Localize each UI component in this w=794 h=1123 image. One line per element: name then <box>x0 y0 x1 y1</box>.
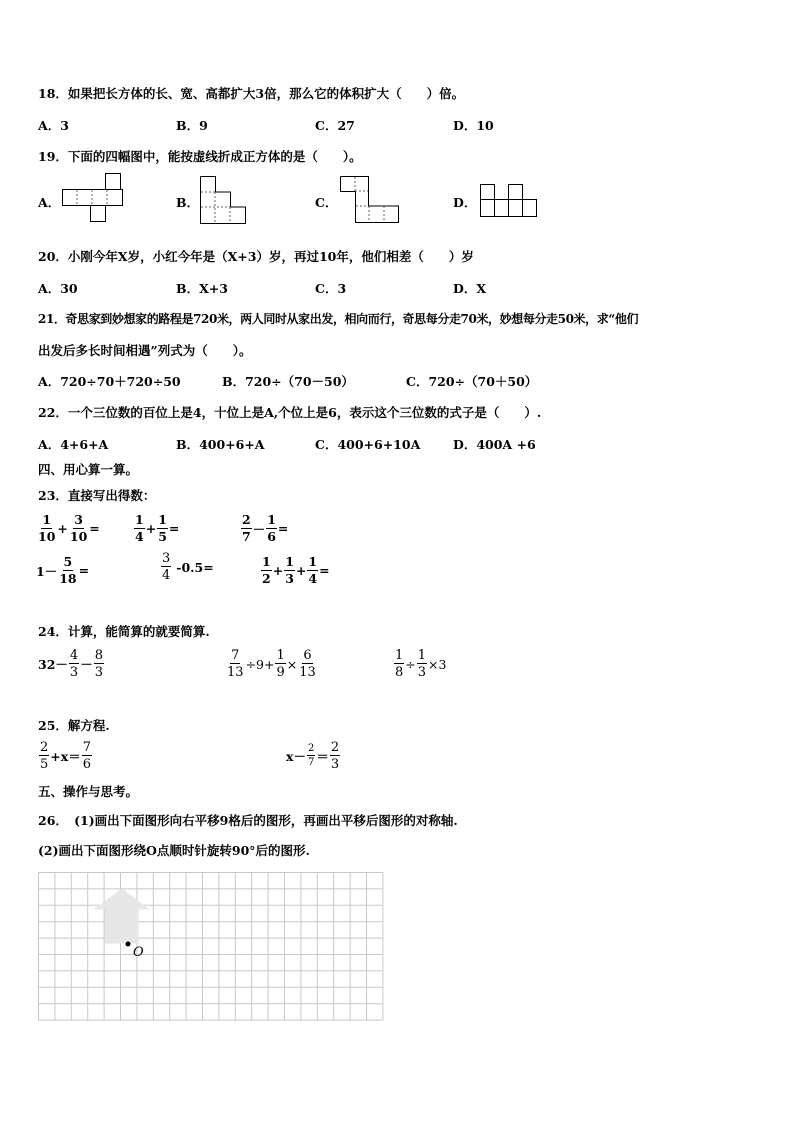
q18-option-b[interactable]: B．9 <box>176 118 208 133</box>
q26-part-2: (2)画出下面图形绕O点顺时针旋转90°后的图形. <box>38 843 310 858</box>
cube-net-c <box>340 176 400 226</box>
cube-net-d <box>480 183 538 219</box>
point-o-dot <box>126 942 131 947</box>
q23-expr-5: $\frac{3}{4}$ -0.5= <box>162 551 214 583</box>
q21-stem-line2: 出发后多长时间相遇”列式为（ ）。 <box>38 343 252 358</box>
q23-expr-3: $\frac{2}{7}$ － $\frac{1}{6}$ = <box>242 512 289 544</box>
section-5-heading: 五、操作与思考。 <box>38 784 139 799</box>
q20-option-b[interactable]: B．X+3 <box>176 281 228 296</box>
q25-equation-2: x－ $\frac{2}{7}$ ＝ $\frac{2}{3}$ <box>286 740 340 772</box>
q24-expr-2: $\frac{7}{13}$ ÷9+ $\frac{1}{9}$ × $\frac{6}{13}$ <box>227 648 316 680</box>
q20-option-d[interactable]: D．X <box>453 281 487 296</box>
q23-title: 23．直接写出得数： <box>38 488 156 503</box>
q24-expr-3: $\frac{1}{8}$ ÷ $\frac{1}{3}$ ×3 <box>395 648 447 680</box>
q20-option-c[interactable]: C．3 <box>315 281 347 296</box>
q23-expr-4: 1－ $\frac{5}{18}$ = <box>36 554 90 586</box>
q20-stem: 20．小刚今年X岁，小红今年是（X+3）岁，再过10年，他们相差（ ）岁 <box>38 249 474 264</box>
point-o <box>38 872 388 1020</box>
q22-option-d[interactable]: D．400A +6 <box>453 437 536 452</box>
q21-option-b[interactable]: B．720÷（70－50） <box>222 374 354 389</box>
q20-option-a[interactable]: A．30 <box>38 281 78 296</box>
q19-option-d[interactable]: D． <box>453 195 477 210</box>
cube-net-b <box>200 174 250 226</box>
q25-title: 25．解方程. <box>38 718 110 733</box>
q18-option-d[interactable]: D．10 <box>453 118 494 133</box>
q18-option-c[interactable]: C．27 <box>315 118 355 133</box>
q19-option-c[interactable]: C． <box>315 195 338 210</box>
q22-option-c[interactable]: C．400+6+10A <box>315 437 421 452</box>
q18-stem: 18．如果把长方体的长、宽、高都扩大3倍，那么它的体积扩大（ ）倍。 <box>38 86 465 101</box>
q21-option-c[interactable]: C．720÷（70＋50） <box>406 374 538 389</box>
q22-option-b[interactable]: B．400+6+A <box>176 437 265 452</box>
q21-option-a[interactable]: A．720÷70＋720÷50 <box>38 374 181 389</box>
q23-expr-6: $\frac{1}{2}$ + $\frac{1}{3}$ + $\frac{1}{4}$ = <box>262 554 330 586</box>
q22-option-a[interactable]: A．4+6+A <box>38 437 109 452</box>
q19-option-b[interactable]: B． <box>176 195 200 210</box>
cube-net-a <box>62 172 126 224</box>
q23-expr-1: $\frac{1}{10}$ + $\frac{3}{10}$ = <box>38 512 100 544</box>
q19-option-a[interactable]: A． <box>38 195 61 210</box>
q19-stem: 19．下面的四幅图中，能按虚线折成正方体的是（ ）。 <box>38 149 362 164</box>
q24-title: 24．计算，能简算的就要简算. <box>38 624 210 639</box>
q18-option-a[interactable]: A．3 <box>38 118 69 133</box>
q23-expr-2: $\frac{1}{4}$ + $\frac{1}{5}$ = <box>135 512 180 544</box>
q25-equation-1: $\frac{2}{5}$ +x＝ $\frac{7}{6}$ <box>40 740 91 772</box>
q22-stem: 22．一个三位数的百位上是4，十位上是A,个位上是6，表示这个三位数的式子是（ ）. <box>38 405 542 420</box>
point-o-label: O <box>133 945 144 960</box>
section-4-heading: 四、用心算一算。 <box>38 462 139 477</box>
q24-expr-1: 32－ $\frac{4}{3}$ － $\frac{8}{3}$ <box>38 648 103 680</box>
q26-part-1: 26． (1)画出下面图形向右平移9格后的图形，再画出平移后图形的对称轴. <box>38 813 458 828</box>
q21-stem-line1: 21．奇思家到妙想家的路程是720米，两人同时从家出发，相向而行，奇思每分走70米，妙想每分走50米，求“他们 <box>38 312 639 326</box>
